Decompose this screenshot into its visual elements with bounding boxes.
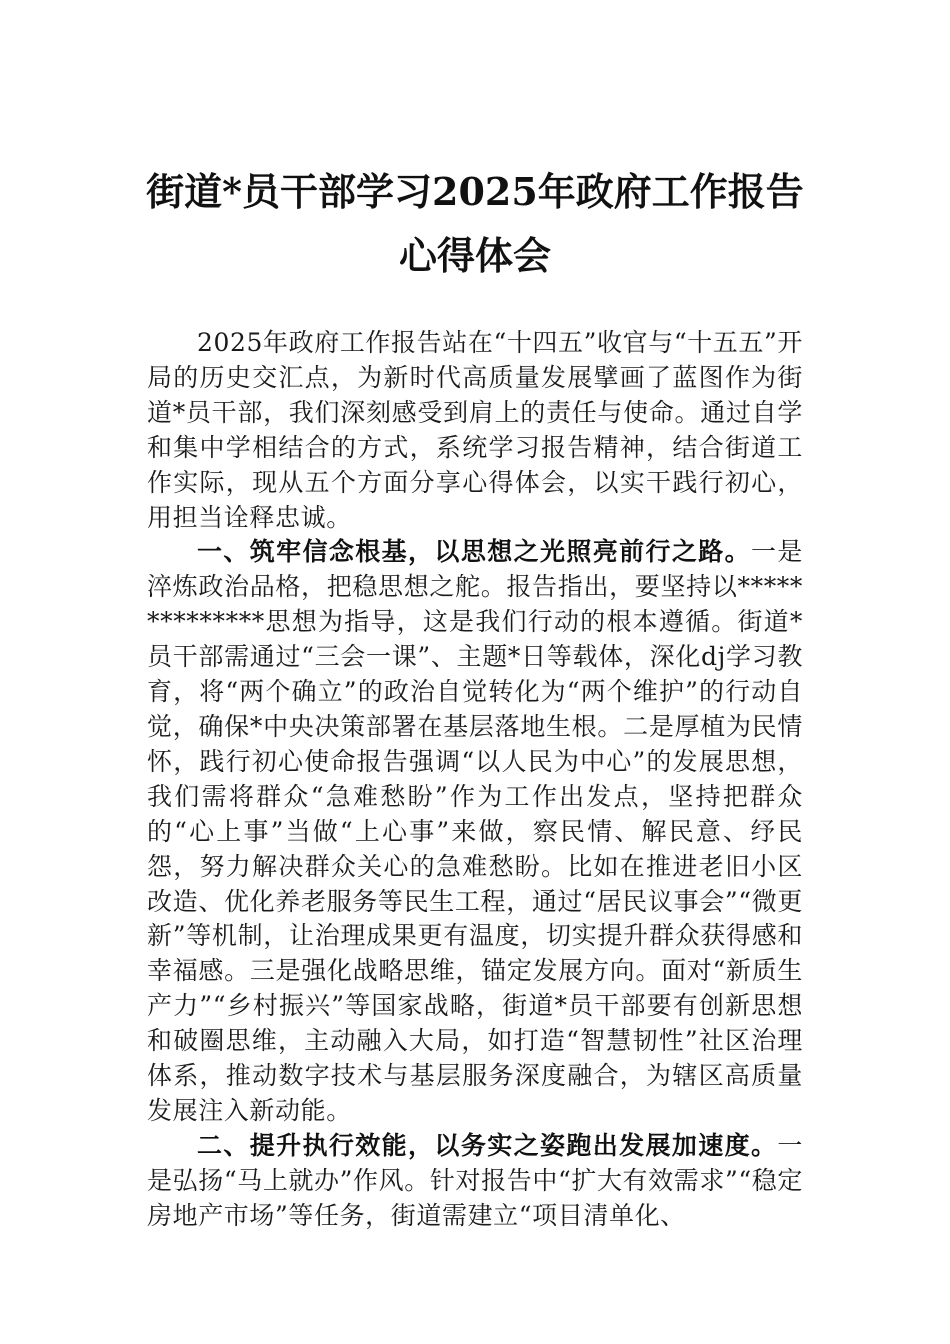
paragraph-section-2 — [147, 1129, 803, 1234]
document-title: 街道*员干部学习2025年政府工作报告心得体会 — [146, 169, 804, 278]
paragraph-text: 一是淬炼政治品格，把稳思想之舵。报告指出，要坚持以**************思想为指导，这是我们行动的根本遵循。街道*员干部需通过“三会一课”、主题*日等载体，深化dj学习教育，将“两个确立”的政治自觉转化为“两个维护”的行动自觉，确保*中央决策部署在基层落地生根。二是厚植为民情怀，践行初心使命报告强调“以人民为中心”的发展思想，我们需将群众“急难愁盼”作为工作出发点，坚持把群众的“心上事”当做“上心事”来做，察民情、解民意、纾民怨，努力解决群众关心的急难愁盼。比如在推进老旧小区改造、优化养老服务等民生工程，通过“居民议事会”“微更新”等机制，让治理成果更有温度，切实提升群众获得感和幸福感。三是强化战略思维，锚定发展方向。面对“新质生产力”“乡村振兴”等国家战略，街道*员干部要有创新思想和破圈思维，主动融入大局，如打造“智慧韧性”社区治理体系，推动数字技术与基层服务深度融合，为辖区高质量发展注入新动能。 — [147, 537, 803, 1125]
section-heading-1: 一、筑牢信念根基，以思想之光照亮前行之路。 — [197, 537, 752, 567]
paragraph-text: 一是弘扬“马上就办”作风。针对报告中“扩大有效需求”“稳定房地产市场”等任务，街道需建立“项目清单化、 — [147, 1130, 803, 1230]
paragraph-intro — [147, 326, 803, 535]
document-body — [147, 326, 803, 1234]
section-heading-2: 二、提升执行效能，以务实之姿跑出发展加速度。 — [197, 1130, 778, 1160]
paragraph-section-1 — [147, 535, 803, 1128]
paragraph-text: 2025年政府工作报告站在“十四五”收官与“十五五”开局的历史交汇点，为新时代高质量发展擘画了蓝图作为街道*员干部，我们深刻感受到肩上的责任与使命。通过自学和集中学相结合的方式，系统学习报告精神，结合街道工作实际，现从五个方面分享心得体会，以实干践行初心，用担当诠释忠诚。 — [147, 328, 803, 532]
